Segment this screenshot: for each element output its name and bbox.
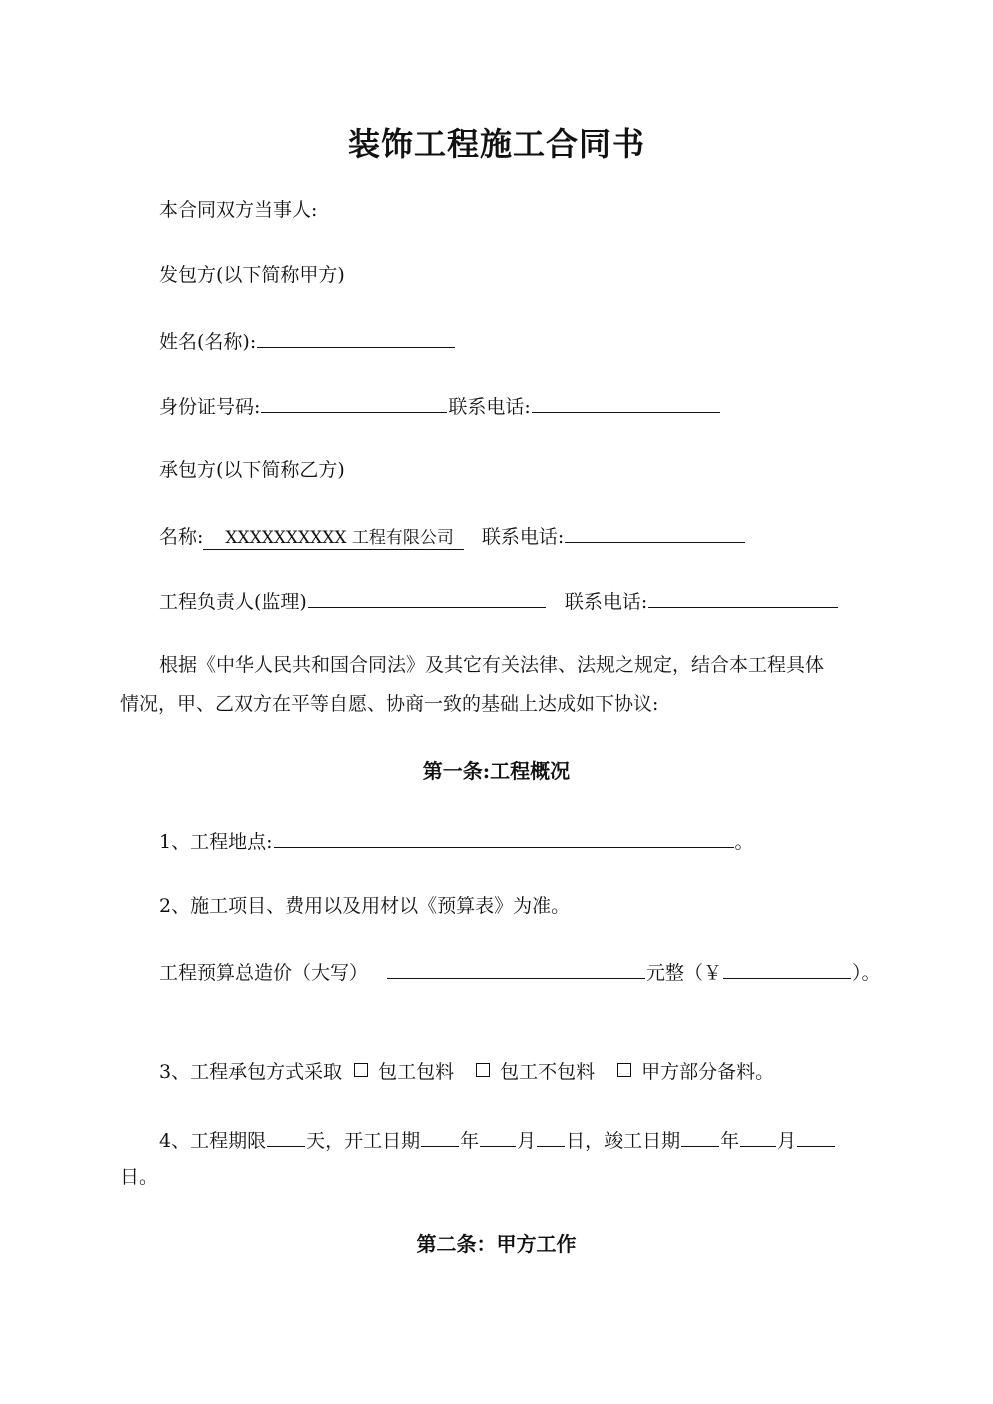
preamble-line-2: 情况，甲、乙双方在平等自愿、协商一致的基础上达成如下协议: — [120, 693, 659, 715]
party-a-phone-field[interactable] — [532, 392, 720, 413]
article-1-item-1 — [159, 827, 754, 855]
start-date-label: 天，开工日期 — [306, 1130, 421, 1152]
end-day-field[interactable] — [797, 1126, 835, 1147]
option-label-3: 甲方部分备料。 — [641, 1061, 775, 1083]
document-title: 装饰工程施工合同书 — [347, 125, 645, 163]
option-checkbox-1[interactable] — [354, 1063, 368, 1077]
party-b-name-label: 名称: — [159, 526, 204, 548]
party-b-manager-phone-field[interactable] — [648, 587, 838, 608]
budget-row — [159, 958, 881, 986]
start-month-field[interactable] — [480, 1126, 516, 1147]
contract-mode-row — [159, 1059, 774, 1085]
duration-row — [159, 1126, 836, 1154]
party-b-heading: 承包方(以下简称乙方) — [159, 459, 345, 481]
party-a-id-label: 身份证号码: — [159, 396, 261, 418]
end-year-field[interactable] — [681, 1126, 719, 1147]
budget-label: 工程预算总造价（大写） — [159, 962, 369, 984]
party-a-name-label: 姓名(名称): — [159, 331, 257, 353]
site-end: 。 — [734, 831, 754, 853]
end-month-label: 月 — [777, 1130, 797, 1152]
end-year-label: 年 — [720, 1130, 740, 1152]
duration-row-end: 日。 — [120, 1166, 159, 1188]
article-2-heading: 第二条：甲方工作 — [416, 1232, 577, 1256]
party-b-manager-label: 工程负责人(监理) — [159, 591, 307, 613]
party-a-id-field[interactable] — [261, 392, 447, 413]
start-year-field[interactable] — [421, 1126, 459, 1147]
end-month-field[interactable] — [740, 1126, 776, 1147]
party-b-phone-label: 联系电话: — [481, 526, 565, 548]
party-b-name-value[interactable]: XXXXXXXXXX 工程有限公司 — [203, 527, 463, 550]
option-label-2: 包工不包料 — [500, 1061, 596, 1083]
end-date-label: 日，竣工日期 — [566, 1130, 681, 1152]
budget-end: ）。 — [852, 962, 881, 984]
budget-words-field[interactable] — [387, 958, 645, 979]
option-label-1: 包工包料 — [378, 1061, 455, 1083]
start-year-label: 年 — [460, 1130, 480, 1152]
party-a-name-row — [159, 327, 456, 355]
site-field[interactable] — [274, 827, 734, 848]
start-month-label: 月 — [517, 1130, 537, 1152]
preamble-line-1: 根据《中华人民共和国合同法》及其它有关法律、法规之规定，结合本工程具体 — [159, 654, 825, 676]
site-label: 1、工程地点: — [159, 831, 273, 853]
party-b-manager-field[interactable] — [308, 587, 546, 608]
party-b-manager-row — [159, 587, 839, 615]
budget-number-field[interactable] — [723, 958, 851, 979]
duration-days-field[interactable] — [267, 1126, 305, 1147]
party-a-heading: 发包方(以下简称甲方) — [159, 264, 345, 286]
budget-unit: 元整（￥ — [646, 962, 723, 984]
party-a-name-field[interactable] — [257, 327, 455, 348]
duration-label: 4、工程期限 — [159, 1130, 267, 1152]
parties-intro: 本合同双方当事人: — [159, 199, 318, 221]
party-b-name-row — [159, 522, 746, 550]
party-a-id-row — [159, 392, 721, 420]
party-b-phone-field[interactable] — [565, 522, 745, 543]
article-1-heading: 第一条:工程概况 — [422, 759, 571, 783]
start-day-field[interactable] — [537, 1126, 565, 1147]
party-b-manager-phone-label: 联系电话: — [564, 591, 648, 613]
option-checkbox-3[interactable] — [617, 1063, 631, 1077]
party-a-phone-label: 联系电话: — [448, 396, 531, 418]
article-1-item-2: 2、施工项目、费用以及用材以《预算表》为准。 — [159, 895, 571, 917]
contract-mode-label: 3、工程承包方式采取 — [159, 1061, 343, 1083]
option-checkbox-2[interactable] — [476, 1063, 490, 1077]
